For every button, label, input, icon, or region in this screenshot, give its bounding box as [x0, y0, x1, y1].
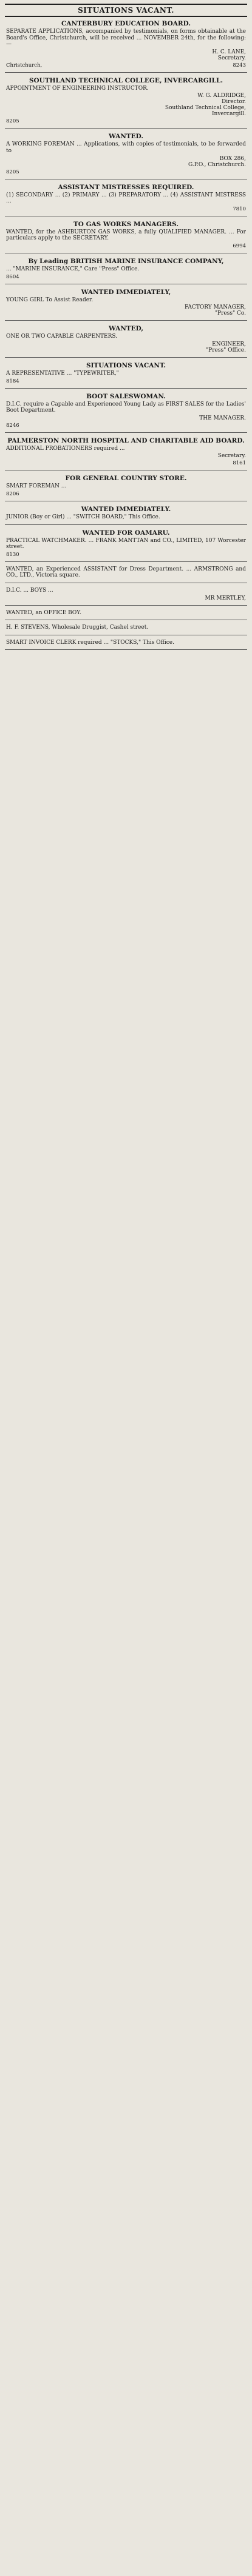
- ad-title: BOOT SALESWOMAN.: [86, 392, 166, 400]
- ad-body: WANTED, an Experienced ASSISTANT for Dress Department. ... ARMSTRONG and CO., LTD., Victoria square.: [6, 566, 248, 579]
- ad-reference-left: 8246: [6, 422, 19, 429]
- ad-reference-row: [6, 206, 246, 212]
- ad-reference-left: Christchurch,: [6, 62, 43, 69]
- ad-body: ONE OR TWO CAPABLE CARPENTERS.: [6, 333, 118, 340]
- ad-title: TO GAS WORKS MANAGERS.: [73, 220, 179, 228]
- ad-reference-left: 8130: [6, 551, 19, 558]
- classified-ad: [5, 256, 247, 284]
- ad-reference-row: [6, 552, 246, 558]
- ad-body: D.I.C. ... BOYS ...: [6, 587, 53, 594]
- classified-ad: [5, 182, 247, 216]
- ad-signature: Secretary.: [217, 453, 246, 460]
- classified-ad: [5, 323, 247, 358]
- ad-body: SEPARATE APPLICATIONS, accompanied by testimonials, on forms obtainable at the Board's Office, Christchurch, will be received ... NOVEMBER 24th, for the following:—: [6, 28, 248, 48]
- classified-ad: [5, 638, 247, 651]
- ad-title: PALMERSTON NORTH HOSPITAL AND CHARITABLE AID BOARD.: [7, 437, 245, 444]
- ad-signature: MR MERTLEY,: [205, 595, 246, 601]
- ad-title: SITUATIONS VACANT.: [86, 361, 166, 369]
- classified-ad: [5, 564, 247, 583]
- ad-body: (1) SECONDARY ... (2) PRIMARY ... (3) PREPARATORY ... (4) ASSISTANT MISTRESS ...: [6, 192, 248, 205]
- ad-body: JUNIOR (Boy or Girl) ... "SWITCH BOARD," This Office.: [6, 514, 160, 520]
- ad-body: WANTED, an OFFICE BOY.: [6, 609, 81, 616]
- ad-body: H. F. STEVENS, Wholesale Druggist, Cashel street.: [6, 624, 149, 631]
- ad-reference-row: [6, 118, 246, 124]
- ad-body: SMART FOREMAN ...: [6, 483, 67, 490]
- ads-list: [5, 18, 247, 652]
- ad-title: WANTED,: [108, 325, 144, 333]
- ad-reference-right: 8161: [233, 460, 246, 467]
- ad-reference-left: 8604: [6, 273, 19, 280]
- section-heading: SITUATIONS VACANT.: [5, 4, 247, 17]
- ad-body: D.I.C. require a Capable and Experienced Young Lady as FIRST SALES for the Ladies' Boot Department.: [6, 401, 248, 414]
- ad-reference-left: 8206: [6, 490, 19, 497]
- classified-ad: [5, 75, 247, 129]
- ad-reference-left: 8184: [6, 378, 19, 384]
- ad-title: WANTED.: [108, 133, 144, 141]
- ad-title: WANTED IMMEDIATELY.: [81, 505, 171, 513]
- classified-ad: [5, 504, 247, 525]
- classified-ad: [5, 131, 247, 179]
- classified-ad: [5, 391, 247, 433]
- classified-ad: [5, 18, 247, 73]
- ad-body: APPOINTMENT OF ENGINEERING INSTRUCTOR.: [6, 85, 149, 92]
- ad-title: CANTERBURY EDUCATION BOARD.: [61, 20, 191, 27]
- ad-reference-row: [6, 274, 246, 280]
- ad-title: By Leading BRITISH MARINE INSURANCE COMPANY,: [28, 258, 224, 266]
- ad-reference-row: [6, 460, 246, 466]
- ad-signature: W. G. ALDRIDGE, Director. Southland Technical College, Invercargill.: [165, 93, 246, 118]
- ad-reference-row: [6, 378, 246, 384]
- classified-ad: [5, 287, 247, 321]
- ad-title: WANTED FOR OAMARU.: [82, 529, 170, 537]
- classified-ad: [5, 586, 247, 606]
- ad-reference-left: 8205: [6, 169, 19, 175]
- classified-ad: [5, 623, 247, 635]
- ad-body: SMART INVOICE CLERK required ... "STOCKS," This Office.: [6, 639, 174, 646]
- ad-reference-right: 7810: [233, 206, 246, 212]
- classified-ad: [5, 360, 247, 389]
- ad-reference-row: [6, 62, 246, 69]
- ad-body: A REPRESENTATIVE ... "TYPEWRITER,": [6, 370, 119, 376]
- ad-title: WANTED IMMEDIATELY,: [81, 288, 171, 296]
- classified-ad: [5, 473, 247, 501]
- ad-signature: BOX 286, G.P.O., Christchurch.: [188, 155, 246, 168]
- ad-signature: THE MANAGER.: [199, 415, 246, 421]
- ad-title: SOUTHLAND TECHNICAL COLLEGE, INVERCARGILL.: [29, 76, 223, 84]
- ad-signature: FACTORY MANAGER, "Press" Co.: [184, 304, 246, 317]
- ad-body: PRACTICAL WATCHMAKER. ... FRANK MANTTAN and CO., LIMITED, 107 Worcester street.: [6, 537, 248, 550]
- ad-body: YOUNG GIRL To Assist Reader.: [6, 296, 94, 303]
- classified-ad: [5, 608, 247, 621]
- classified-ad: [5, 435, 247, 471]
- ad-body: ADDITIONAL PROBATIONERS required ...: [6, 445, 125, 452]
- ad-title: ASSISTANT MISTRESSES REQUIRED.: [58, 183, 194, 191]
- ad-reference-row: [6, 491, 246, 497]
- ad-reference-row: [6, 243, 246, 249]
- spacer: [5, 652, 247, 2572]
- ad-body: ... "MARINE INSURANCE," Care "Press" Office.: [6, 266, 140, 273]
- ad-reference-right: 6994: [233, 243, 246, 250]
- ad-reference-row: [6, 169, 246, 175]
- ad-signature: ENGINEER, "Press" Office.: [206, 341, 246, 353]
- ad-reference-right: 8243: [233, 62, 246, 69]
- ad-body: WANTED, for the ASHBURTON GAS WORKS, a fully QUALIFIED MANAGER. ... For particulars apply to the SECRETARY.: [6, 229, 248, 242]
- classified-ad: [5, 527, 247, 562]
- ad-reference-row: [6, 423, 246, 429]
- ad-title: FOR GENERAL COUNTRY STORE.: [65, 475, 187, 483]
- ad-signature: H. C. LANE, Secretary.: [212, 49, 246, 61]
- ad-body: A WORKING FOREMAN ... Applications, with copies of testimonials, to be forwarded to: [6, 141, 248, 155]
- classified-ad: [5, 219, 247, 253]
- ad-reference-left: 8205: [6, 118, 19, 125]
